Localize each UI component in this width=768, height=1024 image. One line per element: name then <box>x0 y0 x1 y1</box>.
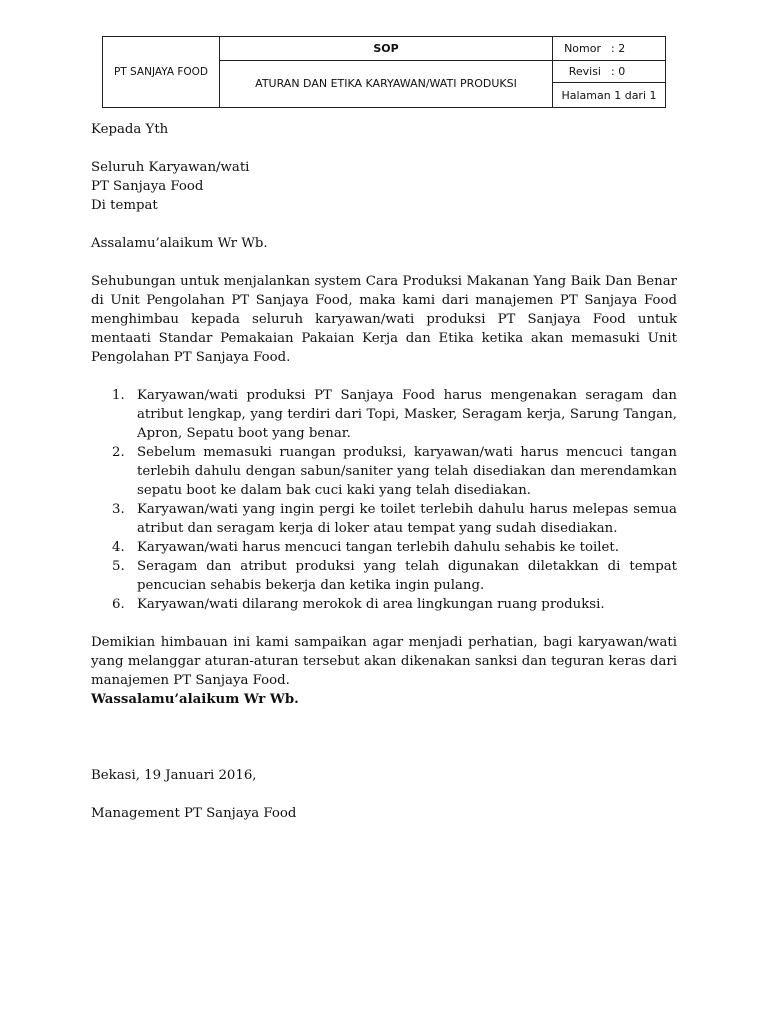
recipient-line-1: Seluruh Karyawan/wati <box>91 160 250 175</box>
nomor-value: : 2 <box>611 42 626 55</box>
doc-type: SOP <box>220 37 553 61</box>
revisi-value: : 0 <box>611 65 626 78</box>
rule-text: Karyawan/wati yang ingin pergi ke toilet terlebih dahulu harus melepas semua atribut dan seragam kerja di loker atau tempat yang sudah disediakan. <box>137 502 677 536</box>
page-info: Halaman 1 dari 1 <box>553 83 666 108</box>
sop-header-table <box>102 36 666 108</box>
rule-item <box>91 386 677 443</box>
revisi-cell <box>553 61 666 83</box>
rule-item <box>91 595 677 614</box>
doc-title: ATURAN DAN ETIKA KARYAWAN/WATI PRODUKSI <box>220 61 553 108</box>
nomor-cell <box>553 37 666 61</box>
rule-item <box>91 557 677 595</box>
nomor-label: Nomor <box>564 42 601 55</box>
intro-paragraph: Sehubungan untuk menjalankan system Cara Produksi Makanan Yang Baik Dan Benar di Unit Pengolahan PT Sanjaya Food, maka kami dari manajemen PT Sanjaya Food menghimbau kepada seluruh karyawan/wati produksi PT Sanjaya Food untuk mentaati Standar Pemakaian Pakaian Kerja dan Etika ketika akan memasuki Unit Pengolahan PT Sanjaya Food. <box>91 274 677 365</box>
rule-text: Karyawan/wati dilarang merokok di area lingkungan ruang produksi. <box>137 597 605 612</box>
rule-number: 6. <box>112 597 125 612</box>
rule-text: Karyawan/wati harus mencuci tangan terlebih dahulu sehabis ke toilet. <box>137 540 619 555</box>
rule-number: 3. <box>112 502 125 517</box>
farewell: Wassalamu’alaikum Wr Wb. <box>91 692 299 707</box>
rule-number: 1. <box>112 388 125 403</box>
company-name: PT SANJAYA FOOD <box>103 37 220 108</box>
salutation: Kepada Yth <box>91 122 169 137</box>
rule-text: Sebelum memasuki ruangan produksi, karyawan/wati harus mencuci tangan terlebih dahulu dengan sabun/saniter yang telah disediakan dan merendamkan sepatu boot ke dalam bak cuci kaki yang telah disediakan. <box>137 445 677 498</box>
rule-item <box>91 538 677 557</box>
rules-list <box>91 386 677 614</box>
greeting: Assalamu’alaikum Wr Wb. <box>91 236 268 251</box>
rule-item <box>91 500 677 538</box>
signatory: Management PT Sanjaya Food <box>91 806 297 821</box>
recipient-line-3: Di tempat <box>91 198 158 213</box>
rule-text: Seragam dan atribut produksi yang telah digunakan diletakkan di tempat pencucian sehabis bekerja dan ketika ingin pulang. <box>137 559 677 593</box>
rule-number: 4. <box>112 540 125 555</box>
recipient-line-2: PT Sanjaya Food <box>91 179 204 194</box>
rule-number: 2. <box>112 445 125 460</box>
rule-text: Karyawan/wati produksi PT Sanjaya Food harus mengenakan seragam dan atribut lengkap, yang terdiri dari Topi, Masker, Seragam kerja, Sarung Tangan, Apron, Sepatu boot yang benar. <box>137 388 677 441</box>
rule-number: 5. <box>112 559 125 574</box>
place-date: Bekasi, 19 Januari 2016, <box>91 768 257 783</box>
closing-paragraph: Demikian himbauan ini kami sampaikan agar menjadi perhatian, bagi karyawan/wati yang melanggar aturan-aturan tersebut akan dikenakan sanksi dan teguran keras dari manajemen PT Sanjaya Food. <box>91 635 677 688</box>
rule-item <box>91 443 677 500</box>
revisi-label: Revisi <box>568 65 601 78</box>
letter-body <box>91 120 677 823</box>
